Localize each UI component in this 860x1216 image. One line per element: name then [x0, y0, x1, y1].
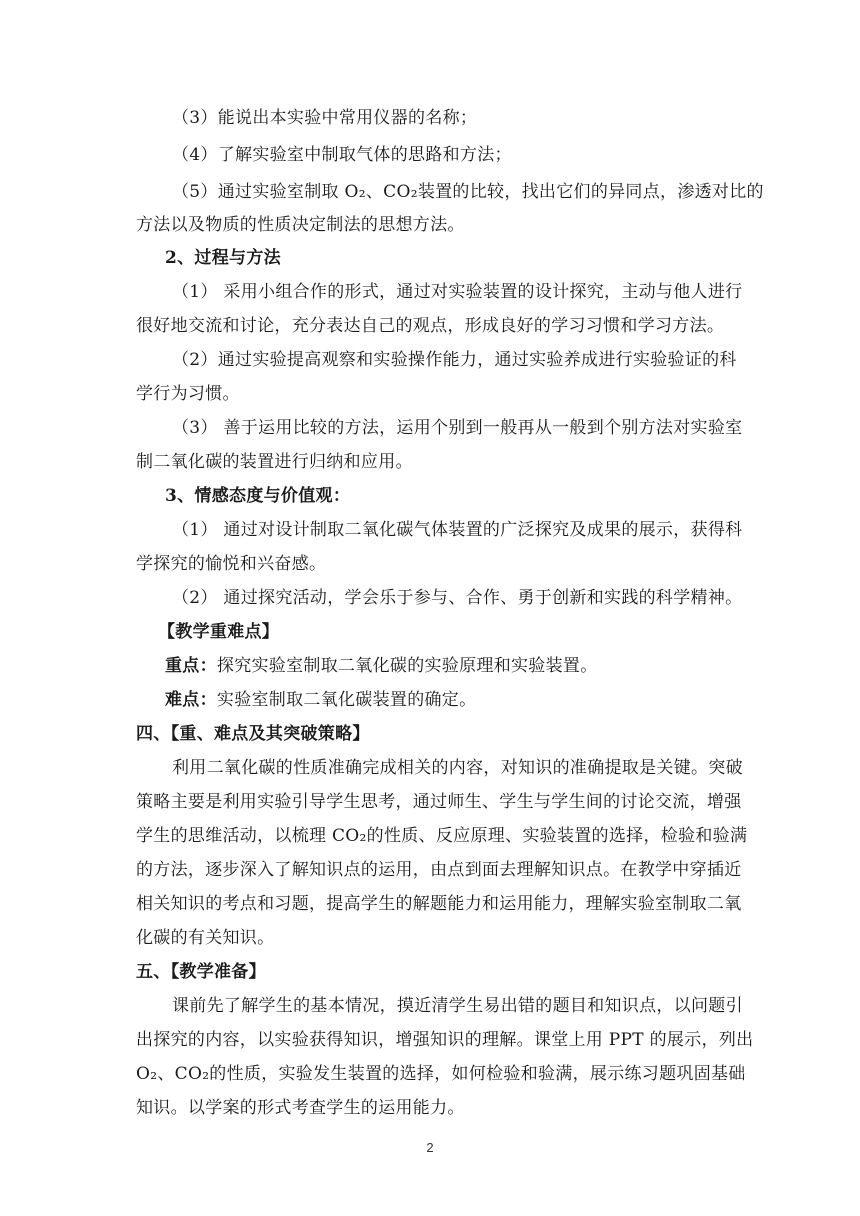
strategy-line2: 策略主要是利用实验引导学生思考，通过师生、学生与学生间的讨论交流，增强 — [136, 792, 742, 812]
emotion-1-line1: （1） 通过对设计制取二氧化碳气体装置的广泛探究及成果的展示，获得科 — [172, 520, 743, 540]
emotion-2: （2） 通过探究活动，学会乐于参与、合作、勇于创新和实践的科学精神。 — [172, 588, 743, 608]
heading-section-4: 四、【重、难点及其突破策略】 — [136, 724, 370, 744]
objective-3: （3）能说出本实验中常用仪器的名称； — [172, 108, 478, 128]
difficult-point — [165, 688, 860, 712]
process-1-line2: 很好地交流和讨论，充分表达自己的观点，形成良好的学习习惯和学习方法。 — [136, 316, 725, 336]
prep-line3: O₂、CO₂的性质，实验发生装置的选择，如何检验和验满，展示练习题巩固基础 — [136, 1064, 746, 1084]
emotion-1-line2: 学探究的愉悦和兴奋感。 — [136, 554, 327, 574]
key-point — [165, 654, 860, 678]
strategy-line1: 利用二氧化碳的性质准确完成相关的内容，对知识的准确提取是关键。突破 — [172, 758, 743, 778]
heading-process-method: 2、过程与方法 — [165, 248, 281, 268]
process-2-line2: 学行为习惯。 — [136, 384, 240, 404]
strategy-line6: 化碳的有关知识。 — [136, 928, 275, 948]
prep-line2: 出探究的内容，以实验获得知识，增强知识的理解。课堂上用 PPT 的展示，列出 — [136, 1030, 754, 1050]
key-point-text: 探究实验室制取二氧化碳的实验原理和实验装置。 — [216, 656, 598, 676]
process-3-line1: （3） 善于运用比较的方法，运用个别到一般再从一般到个别方法对实验室 — [172, 418, 743, 438]
prep-line1: 课前先了解学生的基本情况，摸近清学生易出错的题目和知识点，以问题引 — [172, 996, 743, 1016]
process-2-line1: （2）通过实验提高观察和实验操作能力，通过实验养成进行实验验证的科 — [172, 350, 737, 370]
heading-section-5: 五、【教学准备】 — [136, 962, 266, 982]
difficult-point-text: 实验室制取二氧化碳装置的确定。 — [216, 690, 477, 710]
heading-emotion-values: 3、情感态度与价值观： — [165, 486, 351, 506]
objective-4: （4）了解实验室中制取气体的思路和方法； — [172, 145, 512, 165]
difficult-point-label: 难点： — [165, 690, 217, 710]
strategy-line4: 的方法，逐步深入了解知识点的运用，由点到面去理解知识点。在教学中穿插近 — [136, 860, 742, 880]
process-1-line1: （1） 采用小组合作的形式，通过对实验装置的设计探究，主动与他人进行 — [172, 282, 743, 302]
page-number: 2 — [426, 1140, 434, 1155]
objective-5-line1: （5）通过实验室制取 O₂、CO₂装置的比较，找出它们的异同点，渗透对比的 — [172, 182, 764, 202]
strategy-line3: 学生的思维活动，以梳理 CO₂的性质、反应原理、实验装置的选择，检验和验满 — [136, 826, 748, 846]
prep-line4: 知识。以学案的形式考查学生的运用能力。 — [136, 1098, 465, 1118]
objective-5-line2: 方法以及物质的性质决定制法的思想方法。 — [136, 215, 465, 235]
process-3-line2: 制二氧化碳的装置进行归纳和应用。 — [136, 452, 413, 472]
key-point-label: 重点： — [165, 656, 217, 676]
heading-key-difficult: 【教学重难点】 — [158, 622, 280, 642]
strategy-line5: 相关知识的考点和习题，提高学生的解题能力和运用能力，理解实验室制取二氧 — [136, 894, 742, 914]
